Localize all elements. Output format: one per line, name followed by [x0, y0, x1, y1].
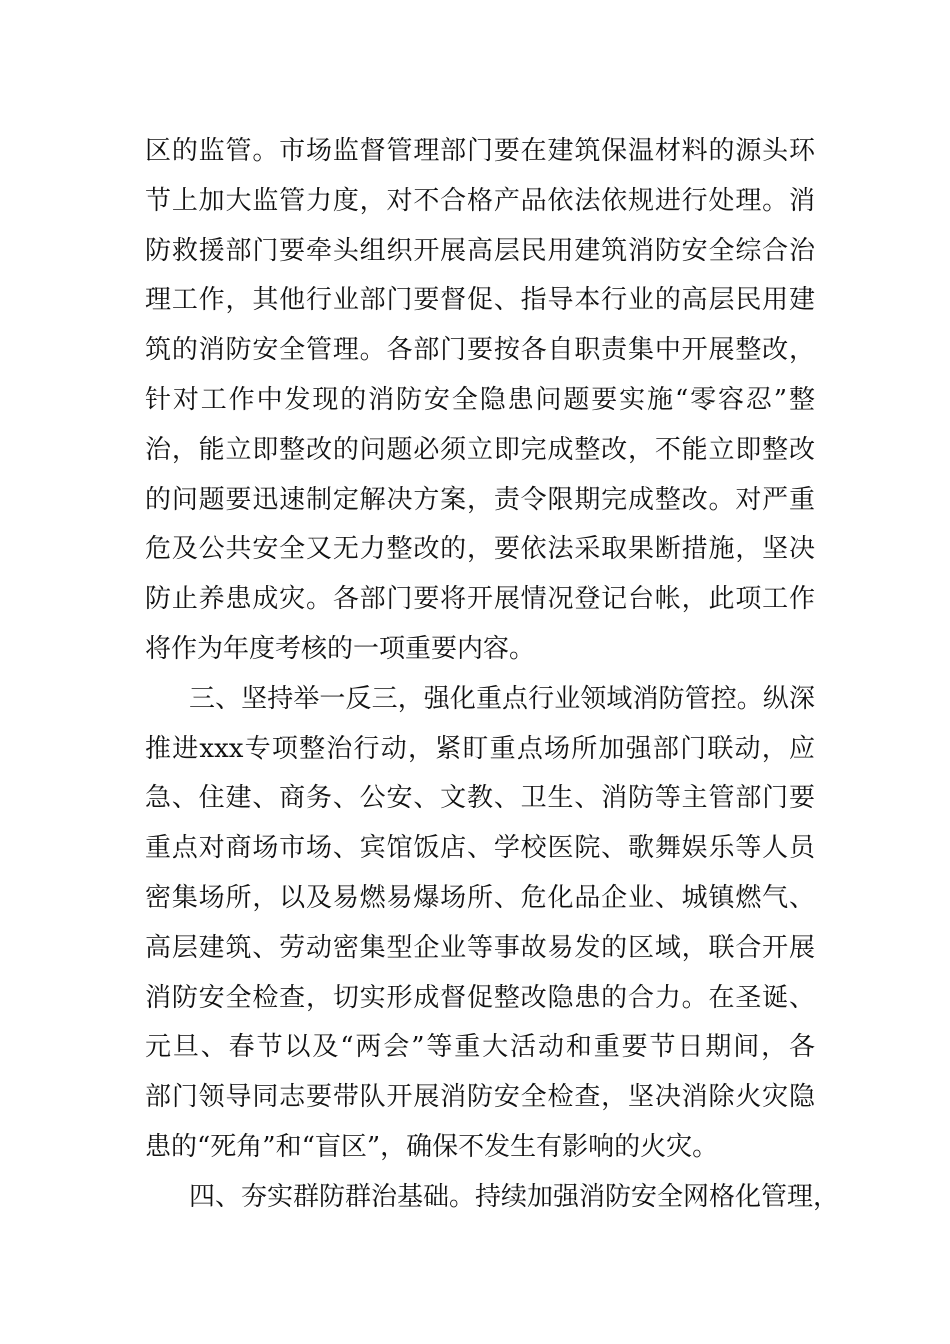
text-line: 治，能立即整改的问题必须立即完成整改，不能立即整改 — [145, 434, 815, 465]
text-line: 节上加大监管力度，对不合格产品依法依规进行处理。消 — [145, 185, 815, 216]
text-line: 重点对商场市场、宾馆饭店、学校医院、歌舞娱乐等人员 — [145, 833, 815, 864]
text-line: 高层建筑、劳动密集型企业等事故易发的区域，联合开展 — [145, 932, 815, 963]
paragraph-end-line: 患的“死角”和“盲区”，确保不发生有影响的火灾。 — [145, 1131, 719, 1162]
section-heading-line: 四、夯实群防群治基础。持续加强消防安全网格化管理， — [189, 1181, 840, 1212]
text-line: 区的监管。市场监督管理部门要在建筑保温材料的源头环 — [145, 136, 815, 166]
text-line: 危及公共安全又无力整改的，要依法采取果断措施，坚决 — [145, 534, 815, 565]
text-line: 消防安全检查，切实形成督促整改隐患的合力。在圣诞、 — [145, 982, 815, 1013]
text-line: 防救援部门要牵头组织开展高层民用建筑消防安全综合治 — [145, 235, 815, 266]
text-line: 理工作，其他行业部门要督促、指导本行业的高层民用建 — [145, 285, 815, 316]
document-body — [145, 127, 840, 1223]
text-line: 部门领导同志要带队开展消防安全检查，坚决消除火灾隐 — [145, 1082, 815, 1113]
text-line: 的问题要迅速制定解决方案，责令限期完成整改。对严重 — [145, 484, 815, 515]
text-line: 针对工作中发现的消防安全隐患问题要实施“零容忍”整 — [145, 384, 815, 415]
paragraph-end-line: 将作为年度考核的一项重要内容。 — [145, 633, 536, 664]
text-line: 元旦、春节以及“两会”等重大活动和重要节日期间，各 — [145, 1032, 815, 1063]
text-line: 急、住建、商务、公安、文教、卫生、消防等主管部门要 — [145, 783, 815, 814]
section-heading-line: 三、坚持举一反三，强化重点行业领域消防管控。纵深 — [189, 683, 815, 714]
text-line: 密集场所，以及易燃易爆场所、危化品企业、城镇燃气、 — [145, 882, 815, 913]
text-line: 推进xxx专项整治行动，紧盯重点场所加强部门联动，应 — [145, 733, 815, 764]
text-line: 筑的消防安全管理。各部门要按各自职责集中开展整改， — [145, 335, 815, 366]
text-line: 防止养患成灾。各部门要将开展情况登记台帐，此项工作 — [145, 584, 815, 615]
